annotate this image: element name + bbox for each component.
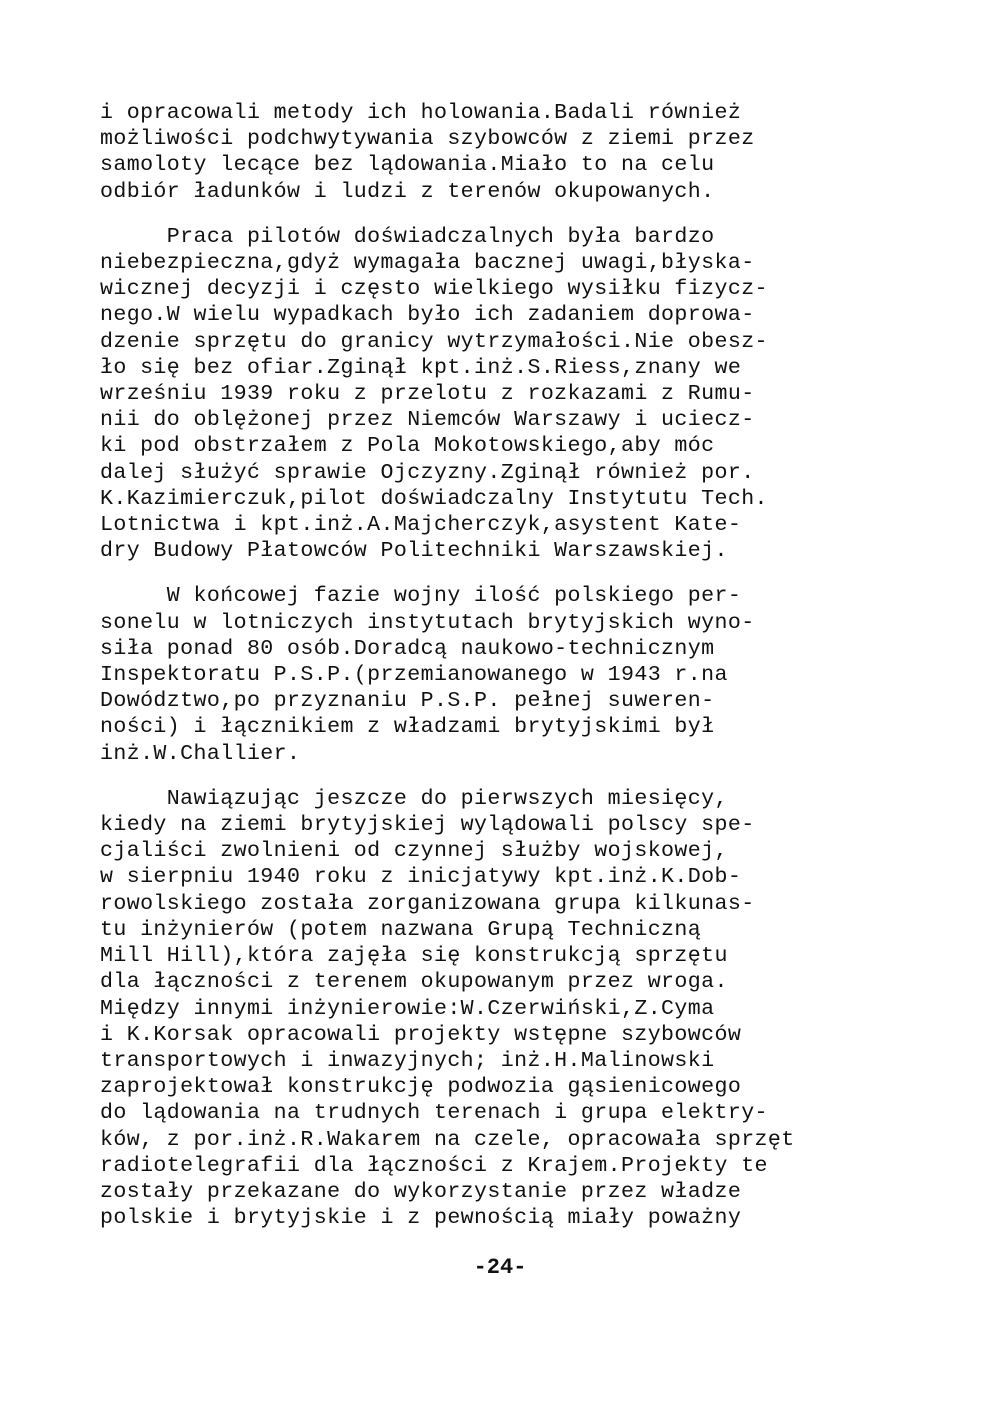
text-line: i K.Korsak opracowali projekty wstępne szybowców	[100, 1022, 742, 1047]
text-line: w sierpniu 1940 roku z inicjatywy kpt.inż.K.Dob-	[100, 865, 742, 890]
text-line: dry Budowy Płatowców Politechniki Warszawskiej.	[100, 539, 728, 564]
paragraph-3	[100, 583, 920, 766]
text-line: Dowództwo,po przyznaniu P.S.P. pełnej suweren-	[100, 689, 715, 714]
text-line: odbiór ładunków i ludzi z terenów okupowanych.	[100, 179, 715, 204]
text-line: zostały przekazane do wykorzystanie przez władze	[100, 1179, 742, 1204]
text-line: Lotnictwa i kpt.inż.A.Majcherczyk,asystent Kate-	[100, 513, 742, 538]
text-line: siła ponad 80 osób.Doradcą naukowo-technicznym	[100, 636, 715, 661]
text-line: Mill Hill),która zajęła się konstrukcją sprzętu	[100, 944, 728, 969]
text-line: ło się bez ofiar.Zginął kpt.inż.S.Riess,znany we	[100, 355, 742, 380]
text-line: Praca pilotów doświadczalnych była bardzo	[100, 224, 715, 249]
text-line: sonelu w lotniczych instytutach brytyjskich wyno-	[100, 610, 755, 635]
text-line: transportowych i inwazyjnych; inż.H.Malinowski	[100, 1048, 715, 1073]
text-line: dalej służyć sprawie Ojczyzny.Zginął również por.	[100, 460, 755, 485]
paragraph-2	[100, 224, 920, 565]
text-line: dla łączności z terenem okupowanym przez wroga.	[100, 970, 728, 995]
page-number: -24-	[473, 1255, 527, 1280]
text-line: polskie i brytyjskie i z pewnością miały poważny	[100, 1206, 742, 1231]
text-line: Nawiązując jeszcze do pierwszych miesięcy,	[100, 786, 728, 811]
text-line: wrześniu 1939 roku z przelotu z rozkazami z Rumu-	[100, 382, 755, 407]
text-line: nego.W wielu wypadkach było ich zadaniem doprowa-	[100, 303, 755, 328]
text-line: Inspektoratu P.S.P.(przemianowanego w 1943 r.na	[100, 663, 728, 688]
text-line: rowolskiego została zorganizowana grupa kilkunas-	[100, 891, 755, 916]
text-line: kiedy na ziemi brytyjskiej wylądowali polscy spe-	[100, 813, 755, 838]
text-line: dzenie sprzętu do granicy wytrzymałości.Nie obesz-	[100, 329, 768, 354]
text-line: radiotelegrafii dla łączności z Krajem.Projekty te	[100, 1153, 768, 1178]
text-line: nii do oblężonej przez Niemców Warszawy i uciecz-	[100, 408, 755, 433]
text-line: samoloty lecące bez lądowania.Miało to na celu	[100, 153, 715, 178]
paragraph-1	[100, 100, 920, 205]
text-line: inż.W.Challier.	[100, 741, 301, 766]
text-line: ki pod obstrzałem z Pola Mokotowskiego,aby móc	[100, 434, 715, 459]
paragraph-4	[100, 786, 920, 1231]
text-line: możliwości podchwytywania szybowców z ziemi przez	[100, 127, 755, 152]
text-line: Między innymi inżynierowie:W.Czerwiński,Z.Cyma	[100, 996, 715, 1021]
text-line: niebezpieczna,gdyż wymagała bacznej uwagi,błyska-	[100, 251, 755, 276]
text-line: i opracowali metody ich holowania.Badali również	[100, 101, 742, 125]
text-line: K.Kazimierczuk,pilot doświadczalny Instytutu Tech.	[100, 486, 768, 511]
text-line: tu inżynierów (potem nazwana Grupą Techniczną	[100, 917, 702, 942]
page-body	[100, 100, 920, 1250]
text-line: do lądowania na trudnych terenach i grupa elektry-	[100, 1101, 768, 1126]
text-line: zaprojektował konstrukcję podwozia gąsienicowego	[100, 1075, 742, 1100]
text-line: cjaliści zwolnieni od czynnej służby wojskowej,	[100, 839, 728, 864]
text-line: ności) i łącznikiem z władzami brytyjskimi był	[100, 715, 715, 740]
text-line: W końcowej fazie wojny ilość polskiego per-	[100, 584, 742, 609]
text-line: ków, z por.inż.R.Wakarem na czele, opracowała sprzęt	[100, 1127, 795, 1152]
text-line: wicznej decyzji i często wielkiego wysiłku fizycz-	[100, 277, 768, 302]
